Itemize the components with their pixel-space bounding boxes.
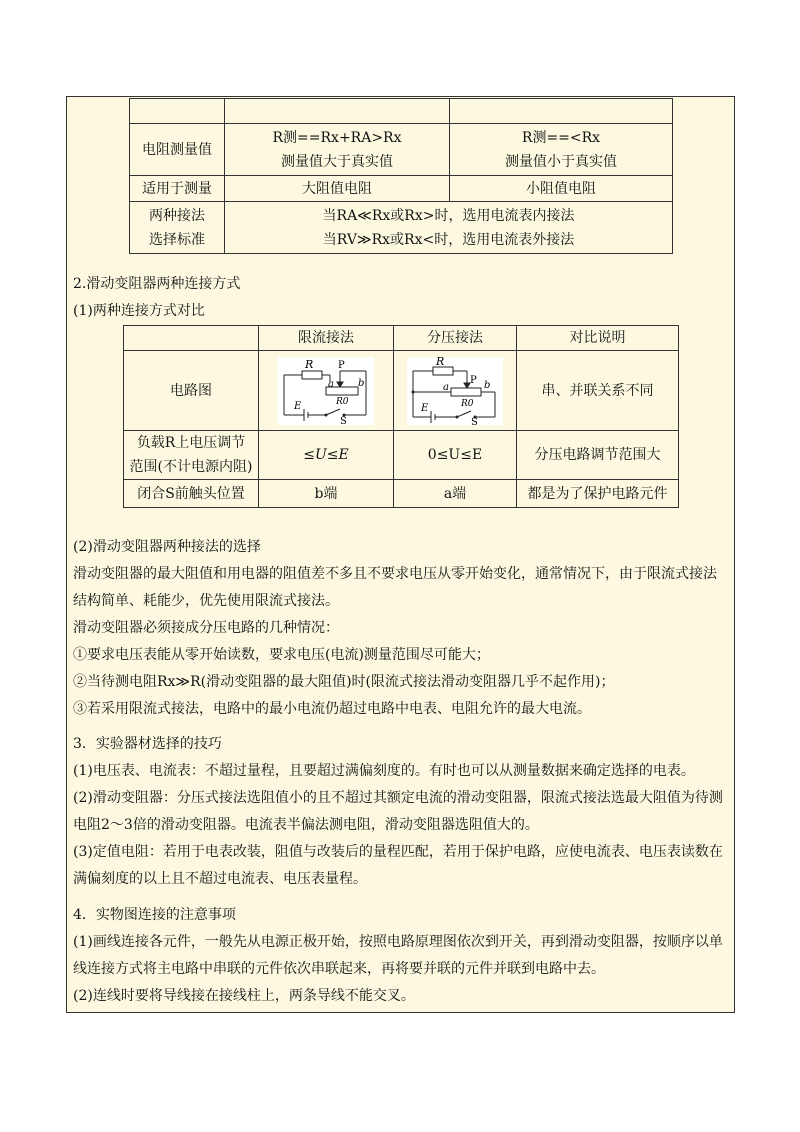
label-E: E: [421, 402, 429, 414]
table-row: [124, 351, 679, 431]
content-frame: [66, 96, 735, 1013]
outer-formula: R测==<Rx: [521, 129, 601, 146]
table-row: [130, 176, 673, 202]
table-row: [130, 202, 673, 254]
subsection-title: (1)两种连接方式对比: [73, 303, 205, 319]
switch-contact: [325, 413, 328, 416]
row-label-line: 负载R上电压调节: [136, 435, 246, 451]
column-header: 分压接法: [394, 326, 517, 351]
divider-circuit-cell: [394, 351, 517, 431]
paragraph: 滑动变阻器的最大阻值和用电器的阻值差不多且不要求电压从零开始变化，通常情况下，由于限流式接法结构简单、耗能少，优先使用限流式接法。: [73, 566, 717, 609]
outer-measured-cell: [450, 124, 673, 176]
section-2-heading-block: [73, 271, 729, 325]
label-b: b: [358, 377, 365, 389]
criteria-line: 当RV≫Rx或Rx<时，选用电流表外接法: [322, 231, 575, 248]
limit-contact-cell: b端: [259, 480, 394, 508]
paragraph: 滑动变阻器必须接成分压电路的几种情况：: [73, 620, 339, 636]
label-a: a: [443, 381, 449, 393]
section-title: 2.滑动变阻器两种连接方式: [73, 276, 241, 292]
comparison-note-cell: 都是为了保护电路元件: [517, 480, 679, 508]
row-label-line: 选择标准: [149, 231, 205, 248]
paragraph: (2)滑动变阻器：分压式接法选阻值小的且不超过其额定电流的滑动变阻器，限流式接法选最大阻值为待测电阻2～3倍的滑动变阻器。电流表半偏法测电阻，滑动变阻器选阻值大的。: [73, 790, 723, 833]
paragraph: (2)连线时要将导线接在接线柱上，两条导线不能交叉。: [73, 988, 415, 1004]
comparison-note-cell: 分压电路调节范围大: [517, 431, 679, 480]
ammeter-connection-table: [129, 98, 673, 254]
section-3-block: [73, 731, 729, 893]
junction-dot: [412, 390, 415, 393]
list-item: ①要求电压表能从零开始读数，要求电压(电流)测量范围尽可能大；: [73, 647, 490, 663]
row-label: 电阻测量值: [130, 124, 225, 176]
table-cell: [130, 99, 225, 124]
label-S: S: [471, 416, 478, 425]
divider-contact-cell: a端: [394, 480, 517, 508]
label-a: a: [328, 378, 334, 390]
row-label: [130, 202, 225, 254]
table-row: [124, 480, 679, 508]
section-title: 3．实验器材选择的技巧: [73, 736, 222, 752]
rheostat-comparison-table: [123, 325, 679, 508]
row-label: [124, 431, 259, 480]
label-R0: R0: [461, 398, 474, 409]
label-R0: R0: [336, 396, 349, 407]
paragraph: (1)电压表、电流表：不超过量程，且要超过满偏刻度的。有时也可以从测量数据来确定选择的电表。: [73, 763, 695, 779]
switch-contact: [456, 415, 459, 418]
table-header-row: [124, 326, 679, 351]
outer-suited-cell: 小阻值电阻: [450, 176, 673, 202]
limit-circuit-cell: [259, 351, 394, 431]
voltage-divider-circuit-diagram: [407, 357, 503, 425]
criteria-cell: [225, 202, 673, 254]
table-row: [124, 431, 679, 480]
section-2b-block: [73, 534, 729, 723]
label-b: b: [484, 379, 491, 391]
inner-measured-cell: [225, 124, 450, 176]
row-label: 适用于测量: [130, 176, 225, 202]
label-R: R: [436, 356, 445, 368]
list-item: ③若采用限流式接法，电路中的最小电流仍超过电路中电表、电阻允许的最大电流。: [73, 701, 591, 717]
column-header: [124, 326, 259, 351]
inner-formula: R测==Rx+RA>Rx: [272, 129, 402, 146]
paragraph: (3)定值电阻：若用于电表改装，阻值与改装后的量程匹配，若用于保护电路，应使电流表、电压表读数在满偏刻度的以上且不超过电流表、电压表量程。: [73, 844, 723, 887]
table-cell: [225, 99, 450, 124]
section-4-block: [73, 902, 729, 1010]
row-label-line: 范围(不计电源内阻): [129, 459, 253, 475]
section-title: 4．实物图连接的注意事项: [73, 907, 236, 923]
inner-note: 测量值大于真实值: [281, 153, 393, 170]
inner-suited-cell: 大阻值电阻: [225, 176, 450, 202]
outer-note: 测量值小于真实值: [505, 153, 617, 170]
label-P: P: [470, 374, 477, 386]
label-R: R: [305, 357, 314, 371]
table-row: [130, 124, 673, 176]
comparison-note-cell: 串、并联关系不同: [517, 351, 679, 431]
column-header: 限流接法: [259, 326, 394, 351]
row-label-line: 两种接法: [149, 207, 205, 224]
criteria-line: 当RA≪Rx或Rx>时，选用电流表内接法: [322, 207, 575, 224]
label-E: E: [294, 400, 302, 412]
column-header: 对比说明: [517, 326, 679, 351]
current-limiting-circuit-diagram: [278, 357, 374, 425]
table-row: [130, 99, 673, 124]
table-cell: [450, 99, 673, 124]
row-label: 电路图: [124, 351, 259, 431]
list-item: ②当待测电阻Rx≫R(滑动变阻器的最大阻值)时(限流式接法滑动变阻器几乎不起作用)；: [73, 674, 615, 690]
label-P: P: [338, 359, 345, 371]
row-label: 闭合S前触头位置: [124, 480, 259, 508]
divider-range-cell: 0≤U≤E: [394, 431, 517, 480]
paragraph: (1)画线连接各元件，一般先从电源正极开始，按照电路原理图依次到开关，再到滑动变阻器，按顺序以单线连接方式将主电路中串联的元件依次串联起来，再将要并联的元件并联到电路中去。: [73, 934, 723, 977]
limit-range-cell: ≤U≤E: [259, 431, 394, 480]
label-S: S: [340, 415, 347, 425]
subsection-title: (2)滑动变阻器两种接法的选择: [73, 539, 261, 555]
